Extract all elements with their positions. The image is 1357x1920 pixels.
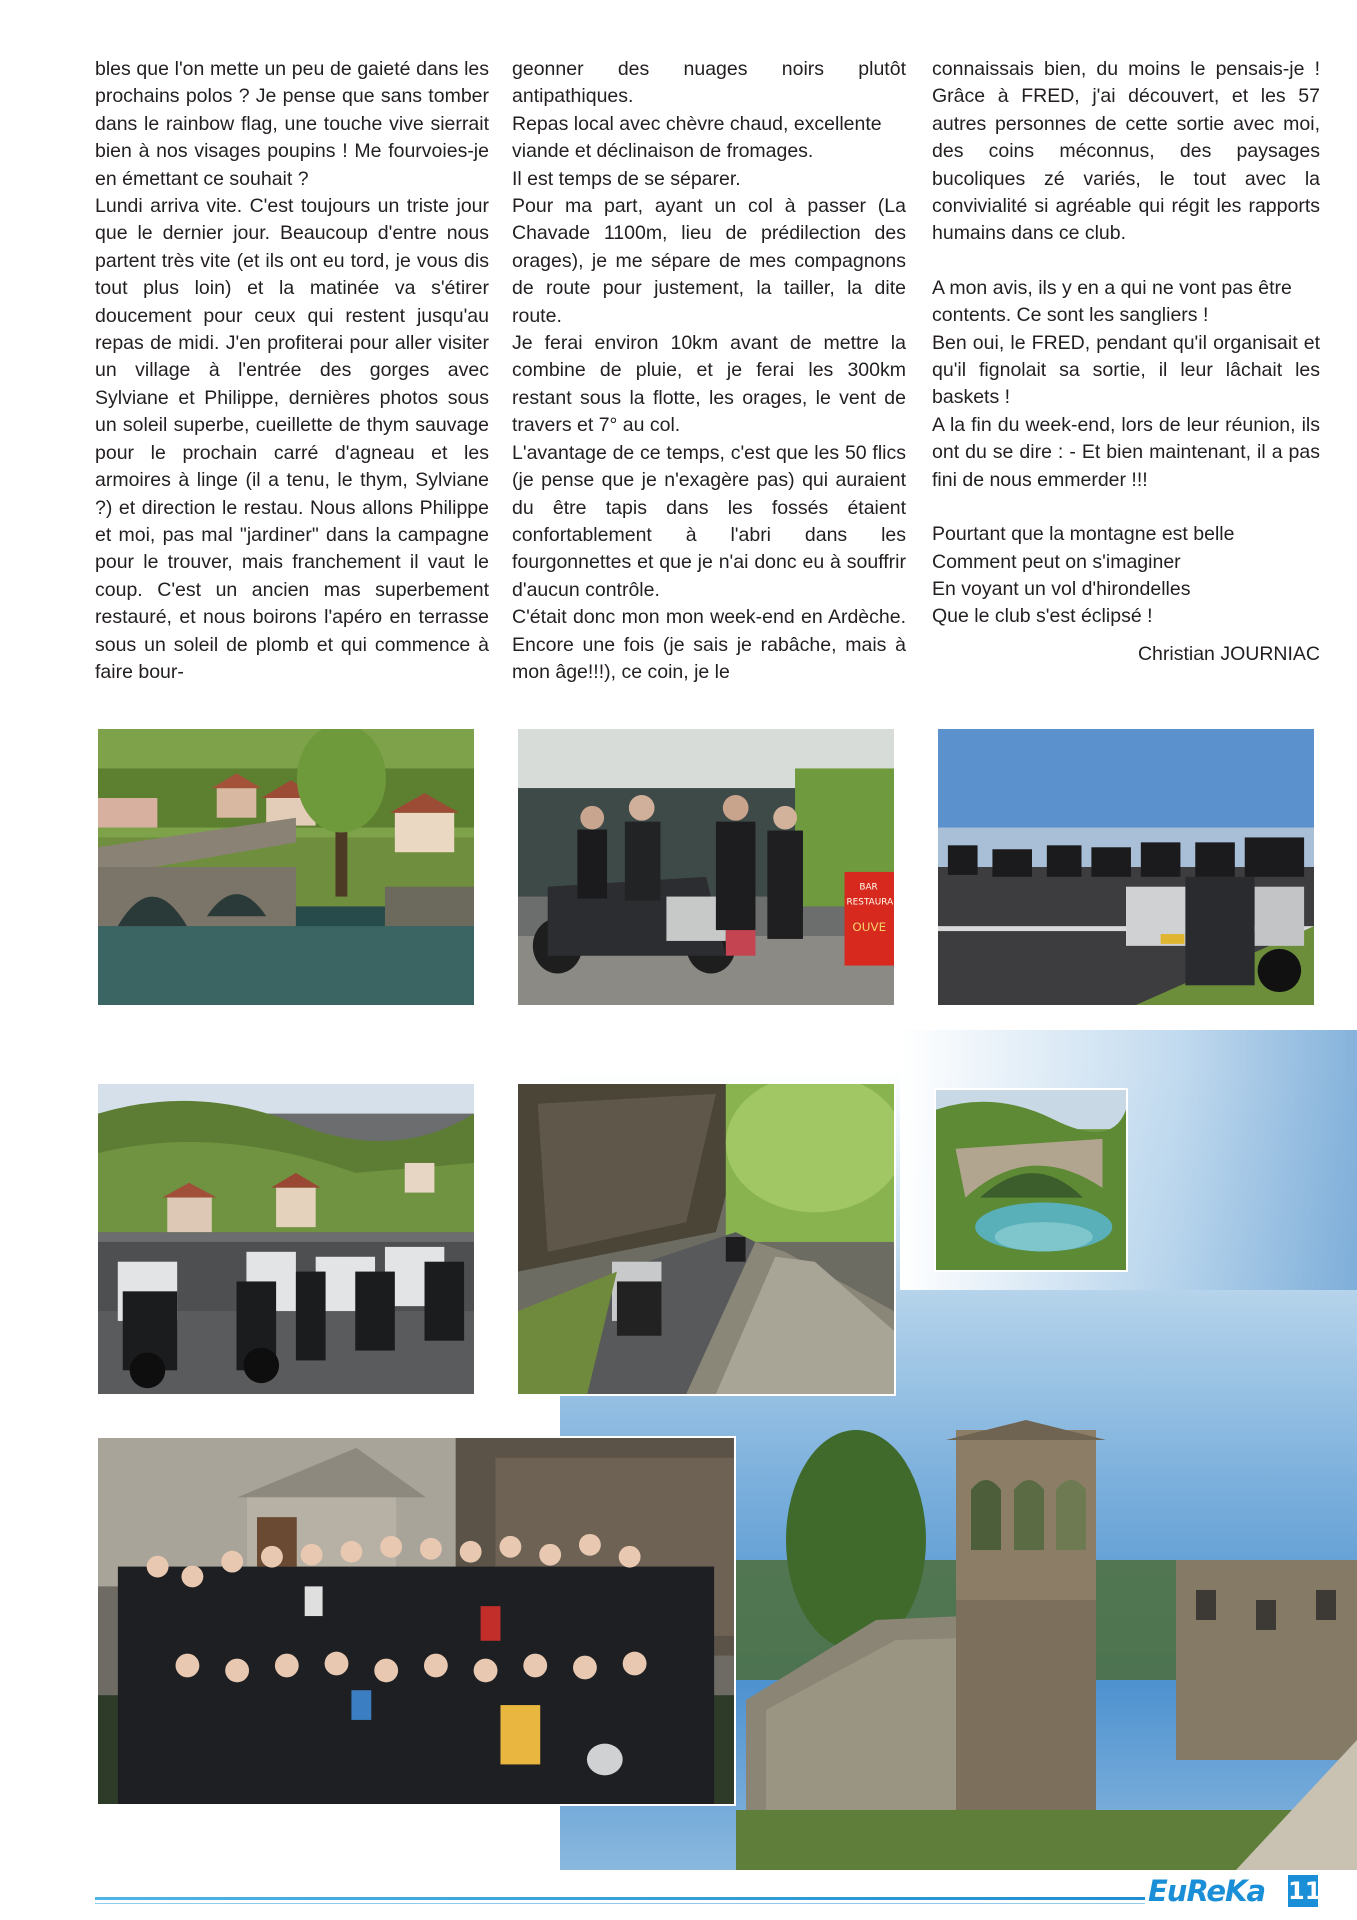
photo-bell-tower xyxy=(736,1410,1357,1870)
author-signature: Christian JOURNIAC xyxy=(1137,642,1320,665)
paragraph: connaissais bien, du moins le pensais-je ! Grâce à FRED, j'ai découvert, et les 57 autres personnes de cette sortie avec moi, des coins méconnus, des paysages bucoliques zé variés, le tout avec la convivialité si agréable qui régit les rapports humains dans ce club. xyxy=(932,58,1320,245)
paragraph: Pour ma part, ayant un col à passer (La Chavade 1100m, lieu de prédilection des orages), je me sépare de mes compagnons de route pour justement, la tailler, la dite route. xyxy=(512,195,906,327)
photo-pont-d-arc xyxy=(934,1088,1128,1272)
photo-bridge-river xyxy=(96,727,476,1007)
footer-rule xyxy=(95,1897,1145,1900)
sign-text-restaurant: RESTAURA xyxy=(846,897,894,908)
poem-line: Comment peut on s'imaginer xyxy=(932,550,1181,573)
paragraph: bles que l'on mette un peu de gaieté dans les prochains polos ? Je pense que sans tomber dans le rainbow flag, une touche vive sierrait bien à nos visages poupins ! Me fourvoies-je en émettant ce souhait ? xyxy=(95,58,489,190)
poem-line: Que le club s'est éclipsé ! xyxy=(932,605,1153,628)
article-column-1 xyxy=(95,56,489,686)
paragraph: Il est temps de se séparer. xyxy=(512,167,741,190)
paragraph: A mon avis, ils y en a qui ne vont pas être contents. Ce sont les sangliers ! xyxy=(932,276,1292,327)
paragraph: Ben oui, le FRED, pendant qu'il organisait et qu'il fignolait sa sortie, il leur lâchait les baskets ! xyxy=(932,331,1320,409)
paragraph: A la fin du week-end, lors de leur réunion, ils ont du se dire : - Et bien maintenant, il a pas fini de nous emmerder !!! xyxy=(932,413,1320,491)
poem-line: Pourtant que la montagne est belle xyxy=(932,523,1235,546)
magazine-logo: EuReKa xyxy=(1148,1874,1266,1908)
article-column-2 xyxy=(512,56,906,686)
poem-line: En voyant un vol d'hirondelles xyxy=(932,577,1191,600)
article-column-3 xyxy=(932,56,1320,668)
photo-bikers-restaurant xyxy=(516,727,896,1007)
paragraph: C'était donc mon mon week-end en Ardèche. Encore une fois (je sais je rabâche, mais à mon âge!!!), ce coin, je le xyxy=(512,606,906,683)
paragraph: Repas local avec chèvre chaud, excellente viande et déclinaison de fromages. xyxy=(512,112,882,163)
page-number: 11 xyxy=(1288,1877,1322,1905)
paragraph: L'avantage de ce temps, c'est que les 50 flics (je pense que je n'exagère pas) qui auraient du être tapis dans les fossés étaient confortablement à l'abri dans les fourgonnettes et que je n'ai donc eu à souffrir d'aucun contrôle. xyxy=(512,441,906,601)
photo-road-cliff xyxy=(516,1082,896,1396)
paragraph: Lundi arriva vite. C'est toujours un triste jour que le dernier jour. Beaucoup d'entre nous partent très vite (et ils ont eu tord, je vous dis tout plus loin) et la matinée va s'étirer doucement pour ceux qui restent jusqu'au repas de midi. J'en profiterai pour aller visiter un village à l'entrée des gorges avec Sylviane et Philippe, dernières photos sous un soleil superbe, cueillette de thym sauvage pour le prochain carré d'agneau et les armoires à linge (il a tenu, le thym, Sylviane ?) et direction le restau. Nous allons Philippe et moi, pas mal "jardiner" dans la campagne pour le trouver, mais franchement il vaut le coup. C'est un ancien mas superbement restauré, et nous boirons l'apéro en terrasse sous un soleil de plomb et qui commence à faire bour- xyxy=(95,195,489,683)
sign-text-bar: BAR xyxy=(859,882,878,893)
paragraph: geonner des nuages noirs plutôt antipathiques. xyxy=(512,58,906,108)
photo-motorcycles-lake xyxy=(936,727,1316,1007)
footer-rule-thin xyxy=(95,1903,1145,1904)
paragraph: Je ferai environ 10km avant de mettre la combine de pluie, et je ferai les 300km restant sous la flotte, les orages, le vent de travers et 7° au col. xyxy=(512,332,906,437)
photo-group xyxy=(96,1436,736,1806)
photo-motorcycles-village xyxy=(96,1082,476,1396)
sign-text-ouvert: OUVE xyxy=(852,920,887,935)
